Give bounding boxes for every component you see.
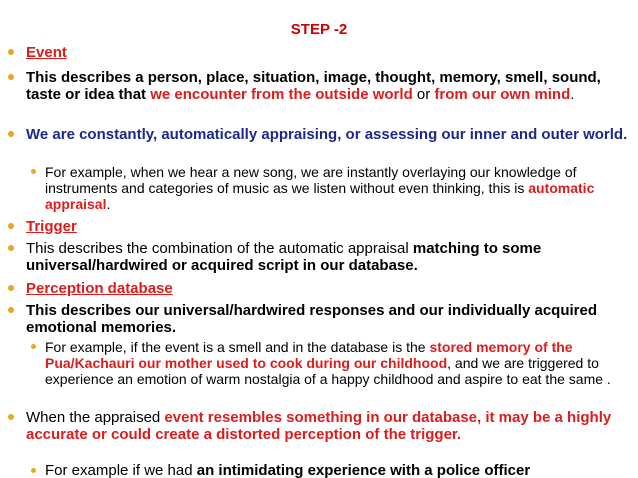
bullet-appraised-event: When the appraised event resembles something in our database, it may be a highly accurate or could create a distorted perception of the trigger. bbox=[26, 409, 633, 443]
bullet-icon bbox=[8, 131, 14, 137]
bullet-icon bbox=[8, 307, 14, 313]
heading-event: Event bbox=[26, 44, 67, 61]
bullet-appraising: We are constantly, automatically appraising, or assessing our inner and outer world. bbox=[26, 126, 633, 143]
bullet-database-description: This describes our universal/hardwired responses and our individually acquired emotional memories. bbox=[26, 302, 633, 336]
bullet-icon bbox=[31, 169, 36, 174]
heading-trigger: Trigger bbox=[26, 218, 77, 235]
bullet-event bbox=[26, 44, 633, 61]
bullet-icon bbox=[8, 285, 14, 291]
sub-bullet-song-example: For example, when we hear a new song, we are instantly overlaying our knowledge of instruments and categories of music as we listen without even thinking, this is automatic appraisal. bbox=[45, 164, 630, 212]
bullet-trigger bbox=[26, 218, 633, 235]
bullet-icon bbox=[8, 49, 14, 55]
bullet-trigger-description: This describes the combination of the automatic appraisal matching to some universal/hardwired or acquired script in our database. bbox=[26, 240, 633, 274]
bullet-icon bbox=[31, 468, 36, 473]
bullet-event-description: This describes a person, place, situation, image, thought, memory, smell, sound, taste or idea that we encounter from the outside world or from our own mind. bbox=[26, 69, 633, 103]
heading-perception-database: Perception database bbox=[26, 280, 173, 297]
bullet-icon bbox=[31, 344, 36, 349]
sub-bullet-smell-example: For example, if the event is a smell and in the database is the stored memory of the Pua/Kachauri our mother used to cook during our childhood, and we are triggered to experience an emotion of warm nostalgia of a happy childhood and aspire to eat the same . bbox=[45, 339, 630, 387]
bullet-icon bbox=[8, 223, 14, 229]
bullet-icon bbox=[8, 74, 14, 80]
bullet-icon bbox=[8, 414, 14, 420]
bullet-perception-database bbox=[26, 280, 633, 297]
slide-title: STEP -2 bbox=[290, 21, 348, 38]
bullet-icon bbox=[8, 245, 14, 251]
sub-bullet-police-example: For example if we had an intimidating experience with a police officer bbox=[45, 463, 630, 478]
